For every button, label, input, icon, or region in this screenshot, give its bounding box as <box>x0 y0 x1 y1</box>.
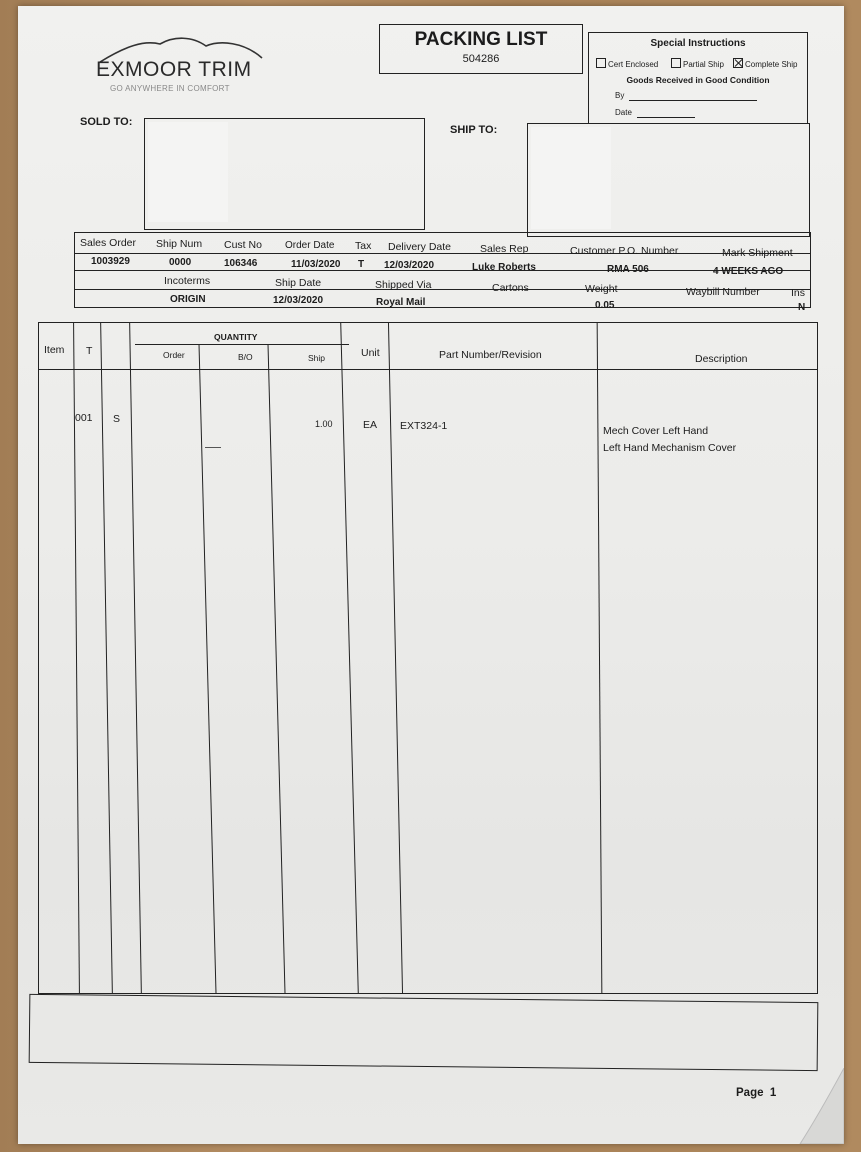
divider <box>75 253 810 254</box>
column-rule <box>597 323 603 993</box>
header-tax: Tax <box>355 240 372 252</box>
goods-received-label: Goods Received in Good Condition <box>626 75 770 85</box>
column-rule <box>199 344 217 993</box>
column-rule <box>340 323 359 993</box>
by-signature-line <box>629 100 757 101</box>
value-ins: N <box>798 302 806 313</box>
page-label: Page 1 <box>736 1087 777 1099</box>
date-signature-line <box>637 117 695 118</box>
sold-to-label: SOLD TO: <box>80 116 133 128</box>
option-cert-enclosed: Cert Enclosed <box>596 58 658 69</box>
value-delivery-date: 12/03/2020 <box>384 260 435 271</box>
header-weight: Weight <box>585 283 618 295</box>
items-table <box>38 322 818 994</box>
checked-checkbox-icon <box>733 58 743 68</box>
row-t: S <box>113 413 121 425</box>
header-unit: Unit <box>361 347 380 359</box>
redacted-address <box>148 122 228 222</box>
special-instructions-box <box>588 32 808 124</box>
row-part-number: EXT324-1 <box>400 420 448 432</box>
header-t: T <box>86 345 93 357</box>
header-item: Item <box>44 344 65 356</box>
header-customer-po: Customer P.O. Number <box>570 245 679 257</box>
redacted-address <box>531 127 611 229</box>
divider <box>135 344 349 345</box>
row-description-line1: Mech Cover Left Hand <box>603 425 709 437</box>
document-title: PACKING LIST <box>414 29 548 50</box>
value-sales-order: 1003929 <box>91 256 130 267</box>
value-order-date: 11/03/2020 <box>291 259 341 270</box>
header-cust-no: Cust No <box>224 239 262 251</box>
header-order-date: Order Date <box>285 240 335 251</box>
option-complete-ship: Complete Ship <box>733 58 797 69</box>
value-mark-shipment: 4 WEEKS AGO <box>713 266 784 277</box>
ship-to-address-box <box>527 123 810 237</box>
header-part-number: Part Number/Revision <box>439 349 542 361</box>
header-quantity: QUANTITY <box>214 332 258 342</box>
header-ins: Ins <box>791 287 806 299</box>
value-cust-no: 106346 <box>224 258 258 269</box>
value-shipped-via: Royal Mail <box>376 297 426 308</box>
header-delivery-date: Delivery Date <box>388 241 452 253</box>
column-rule <box>268 344 286 993</box>
header-cartons: Cartons <box>492 282 529 294</box>
title-box <box>379 24 583 74</box>
header-sales-rep: Sales Rep <box>480 243 529 255</box>
header-order: Order <box>163 350 185 360</box>
ship-to-label: SHIP TO: <box>450 124 498 136</box>
header-ship-date: Ship Date <box>275 277 322 289</box>
value-customer-po: RMA 506 <box>607 264 649 275</box>
value-ship-date: 12/03/2020 <box>273 295 324 306</box>
date-label: Date <box>615 108 632 117</box>
value-tax: T <box>358 259 365 270</box>
header-description: Description <box>695 353 748 365</box>
company-logo-name: EXMOOR TRIM <box>96 58 252 81</box>
header-shipped-via: Shipped Via <box>375 279 432 291</box>
value-sales-rep: Luke Roberts <box>472 262 536 273</box>
value-weight: 0.05 <box>595 300 615 311</box>
header-waybill-number: Waybill Number <box>686 286 760 298</box>
column-rule <box>100 323 113 993</box>
row-description-line2: Left Hand Mechanism Cover <box>603 442 737 454</box>
value-incoterms: ORIGIN <box>170 294 206 305</box>
header-sales-order: Sales Order <box>80 237 137 249</box>
header-ship: Ship <box>308 353 326 363</box>
row-unit: EA <box>363 419 378 431</box>
sold-to-address-box <box>144 118 425 230</box>
column-rule <box>129 323 142 993</box>
special-instructions-title: Special Instructions <box>650 38 746 49</box>
checkbox-icon <box>596 58 606 68</box>
header-mark-shipment: Mark Shipment <box>722 247 793 259</box>
packing-list-document <box>18 6 844 1144</box>
header-bottom-rule <box>39 369 817 370</box>
header-incoterms: Incoterms <box>164 275 211 287</box>
order-info-table <box>74 232 811 313</box>
checkbox-icon <box>671 58 681 68</box>
divider <box>75 270 810 271</box>
page-number: 1 <box>769 1087 777 1099</box>
option-partial-ship: Partial Ship <box>671 58 724 69</box>
notes-box <box>29 994 819 1071</box>
by-label: By <box>615 91 625 100</box>
row-item: 001 <box>75 412 93 424</box>
company-tagline: GO ANYWHERE IN COMFORT <box>110 84 230 93</box>
document-number: 504286 <box>462 53 500 65</box>
curled-corner-icon <box>794 1068 844 1144</box>
value-ship-num: 0000 <box>169 257 192 268</box>
bo-dash-mark <box>205 447 221 448</box>
header-ship-num: Ship Num <box>156 238 203 250</box>
row-ship-qty: 1.00 <box>315 419 333 429</box>
header-bo: B/O <box>238 352 253 362</box>
